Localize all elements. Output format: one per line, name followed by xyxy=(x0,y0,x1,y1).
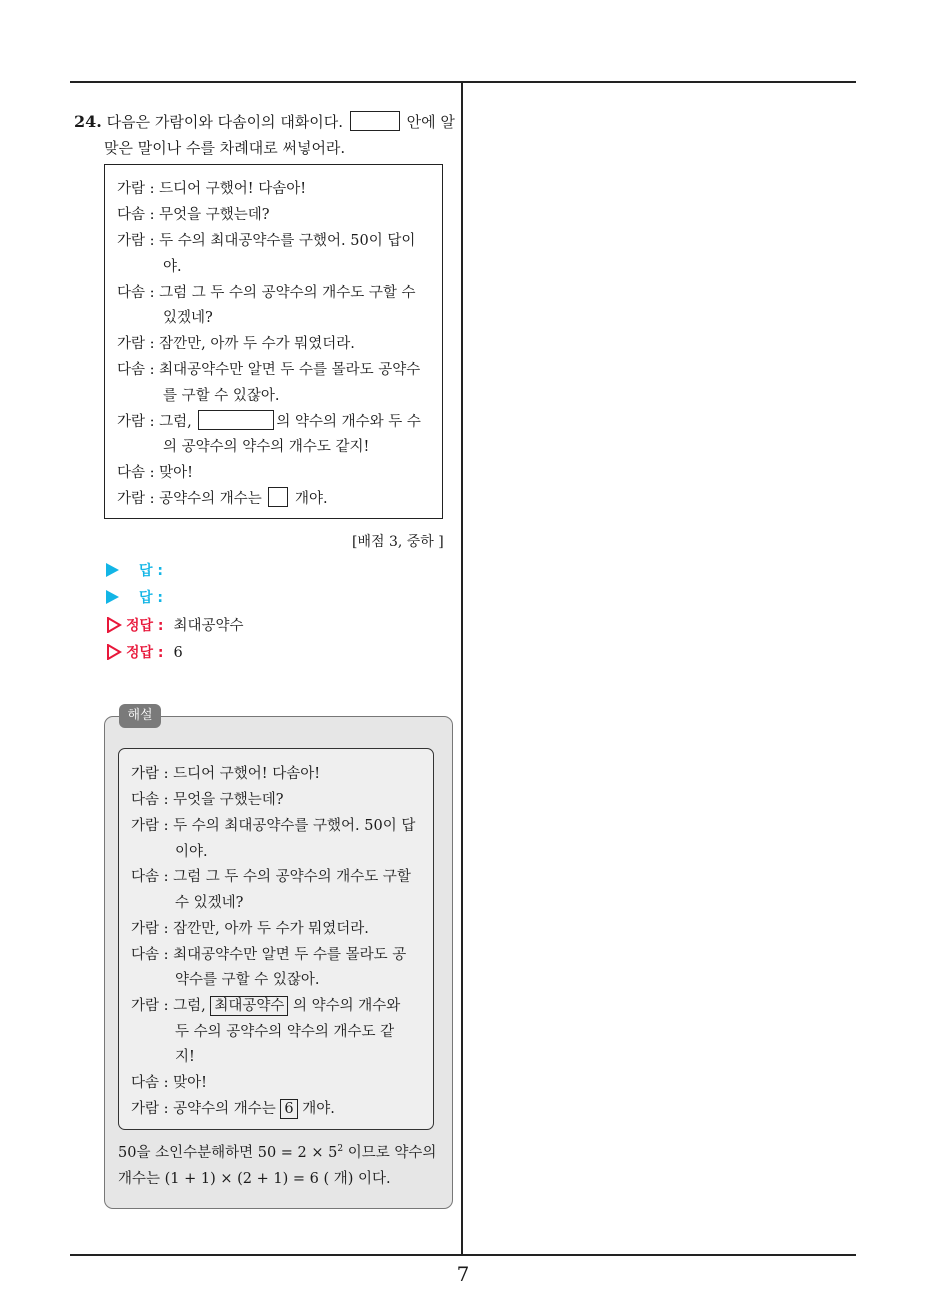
solution-text: 가람 : 공약수의 개수는 xyxy=(131,1101,276,1117)
filled-answer-box: 최대공약수 xyxy=(210,996,288,1016)
score-difficulty: [배점 3, 중하 ] xyxy=(352,534,444,550)
dialog-line: 다솜 : 무엇을 구했는데? xyxy=(117,207,270,223)
solution-line: 다솜 : 맞아! xyxy=(131,1075,207,1091)
solution-line: 가람 : 두 수의 최대공약수를 구했어. 50이 답 xyxy=(131,818,416,834)
solution-line: 다솜 : 최대공약수만 알면 두 수를 몰라도 공 xyxy=(131,947,407,963)
dialog-blank-box xyxy=(268,487,288,507)
outline-arrow-icon xyxy=(106,617,122,633)
question-text-b: 안에 알 xyxy=(406,113,455,131)
play-arrow-icon xyxy=(106,563,119,577)
solution-tab: 해설 xyxy=(119,704,161,728)
correct-answer-label: 정답 : xyxy=(126,618,164,634)
filled-answer-box: 6 xyxy=(280,1099,297,1119)
question-text-a: 다음은 가람이와 다솜이의 대화이다. xyxy=(106,113,344,131)
dialog-line-with-blank xyxy=(117,487,328,508)
solution-line-boxed xyxy=(131,994,400,1016)
dialog-line-with-blank xyxy=(117,410,421,431)
dialog-line: 다솜 : 최대공약수만 알면 두 수를 몰라도 공약수 xyxy=(117,362,421,378)
question-line-1 xyxy=(74,111,455,132)
solution-text: 의 약수의 개수와 xyxy=(293,998,401,1014)
outline-arrow-icon xyxy=(106,644,122,660)
page-number: 7 xyxy=(456,1262,470,1286)
answer-blank-box xyxy=(350,111,400,131)
correct-answer-label: 정답 : xyxy=(126,645,164,661)
question-line-2: 맞은 말이나 수를 차례대로 써넣어라. xyxy=(104,139,346,157)
footer-rule xyxy=(70,1254,856,1256)
explanation-text: 이므로 약수의 xyxy=(343,1145,437,1161)
dialog-line: 를 구할 수 있잖아. xyxy=(163,388,280,404)
correct-answer-value: 6 xyxy=(173,645,183,661)
solution-line: 가람 : 드디어 구했어! 다솜아! xyxy=(131,766,321,782)
dialog-blank-box xyxy=(198,410,274,430)
solution-line: 다솜 : 무엇을 구했는데? xyxy=(131,792,284,808)
dialog-line: 야. xyxy=(163,259,182,275)
exponent: 2 xyxy=(337,1144,344,1154)
solution-text: 가람 : 그럼, xyxy=(131,998,206,1014)
question-number: 24. xyxy=(74,112,102,131)
dialog-line: 가람 : 잠깐만, 아까 두 수가 뭐였더라. xyxy=(117,336,355,352)
dialog-line: 가람 : 두 수의 최대공약수를 구했어. 50이 답이 xyxy=(117,233,416,249)
solution-line: 다솜 : 그럼 그 두 수의 공약수의 개수도 구할 xyxy=(131,869,411,885)
dialog-line: 가람 : 드디어 구했어! 다솜아! xyxy=(117,181,307,197)
dialog-line: 다솜 : 맞아! xyxy=(117,465,193,481)
answer-label: 답 : xyxy=(139,563,163,579)
dialog-text: 가람 : 그럼, xyxy=(117,414,192,430)
solution-line: 지! xyxy=(175,1049,195,1065)
solution-line: 이야. xyxy=(175,844,208,860)
explanation-line xyxy=(118,1141,436,1162)
correct-answer-value: 최대공약수 xyxy=(173,618,244,634)
dialog-text: 의 약수의 개수와 두 수 xyxy=(276,414,421,430)
solution-line: 두 수의 공약수의 약수의 개수도 같 xyxy=(175,1024,395,1040)
answer-row xyxy=(106,560,163,580)
solution-line-boxed xyxy=(131,1097,335,1119)
solution-line: 약수를 구할 수 있잖아. xyxy=(175,972,320,988)
answer-row xyxy=(106,587,163,607)
dialog-text: 가람 : 공약수의 개수는 xyxy=(117,491,262,507)
solution-line: 수 있겠네? xyxy=(175,895,244,911)
solution-text: 개야. xyxy=(302,1101,335,1117)
dialog-line: 있겠네? xyxy=(163,310,213,326)
correct-answer-row xyxy=(106,642,183,662)
explanation-text: 50을 소인수분해하면 50 = 2 × 5 xyxy=(118,1145,338,1161)
answer-label: 답 : xyxy=(139,590,163,606)
dialog-line: 의 공약수의 약수의 개수도 같지! xyxy=(163,439,370,455)
explanation-line: 개수는 (1 + 1) × (2 + 1) = 6 ( 개) 이다. xyxy=(118,1171,391,1187)
dialog-line: 다솜 : 그럼 그 두 수의 공약수의 개수도 구할 수 xyxy=(117,285,416,301)
play-arrow-icon xyxy=(106,590,119,604)
solution-line: 가람 : 잠깐만, 아까 두 수가 뭐였더라. xyxy=(131,921,369,937)
correct-answer-row xyxy=(106,614,244,635)
dialog-text: 개야. xyxy=(295,491,328,507)
column-divider xyxy=(461,82,463,1255)
header-rule xyxy=(70,81,856,83)
